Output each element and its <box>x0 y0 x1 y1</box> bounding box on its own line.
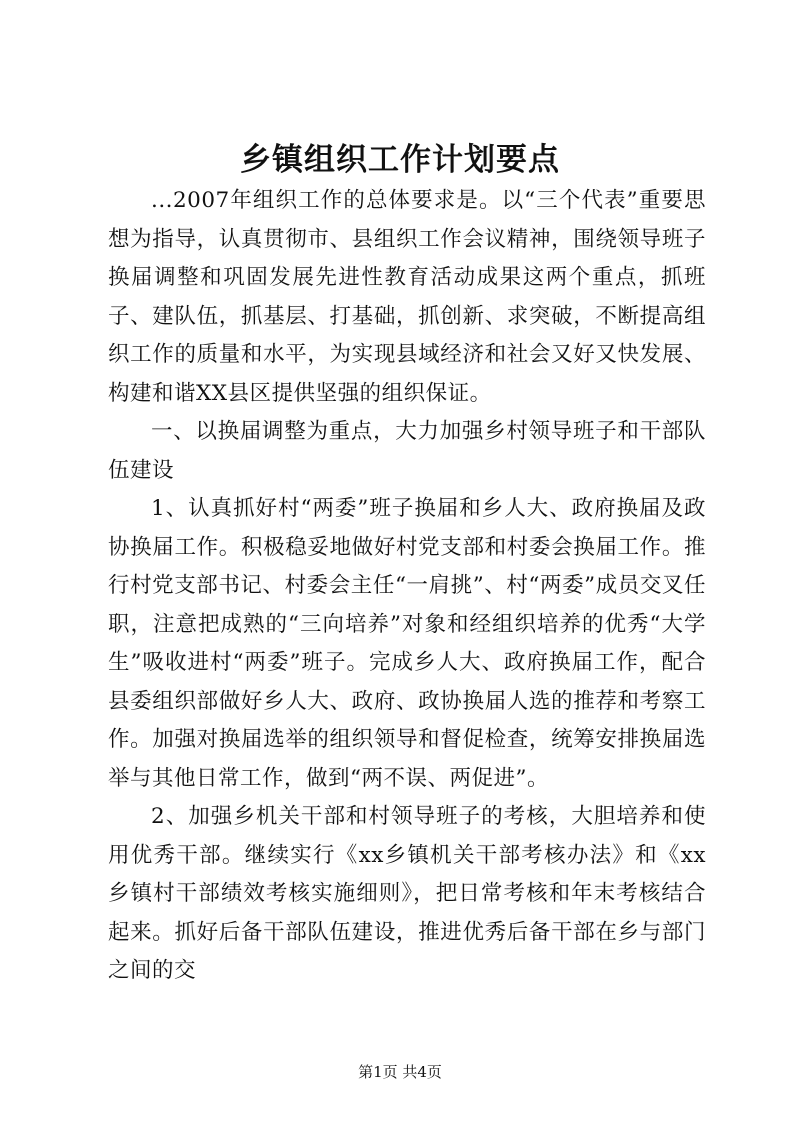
paragraph-intro: ...2007年组织工作的总体要求是。以“三个代表”重要思想为指导，认真贯彻市、县组织工作会议精神，围绕领导班子换届调整和巩固发展先进性教育活动成果这两个重点，抓班子、建队伍，抓基层、打基础，抓创新、求突破，不断提高组织工作的质量和水平，为实现县域经济和社会又好又快发展、构建和谐XX县区提供坚强的组织保证。 <box>108 188 706 406</box>
paragraph-item-1: 1、认真抓好村“两委”班子换届和乡人大、政府换届及政协换届工作。积极稳妥地做好村党支部和村委会换届工作。推行村党支部书记、村委会主任“一肩挑”、村“两委”成员交叉任职，注意把成熟的“三向培养”对象和经组织培养的优秀“大学生”吸收进村“两委”班子。完成乡人大、政府换届工作，配合县委组织部做好乡人大、政府、政协换届人选的推荐和考察工作。加强对换届选举的组织领导和督促检查，统筹安排换届选举与其他日常工作，做到“两不误、两促进”。 <box>108 496 706 791</box>
paragraph-item-2: 2、加强乡机关干部和村领导班子的考核，大胆培养和使用优秀干部。继续实行《xx乡镇机关干部考核办法》和《xx乡镇村干部绩效考核实施细则》，把日常考核和年末考核结合起来。抓好后备干部队伍建设，推进优秀后备干部在乡与部门之间的交 <box>108 804 706 983</box>
section-heading-1: 一、以换届调整为重点，大力加强乡村领导班子和干部队伍建设 <box>108 419 706 483</box>
document-title: 乡镇组织工作计划要点 <box>240 142 560 178</box>
document-body <box>108 182 706 991</box>
page-footer: 第1页 共4页 <box>358 1063 442 1081</box>
